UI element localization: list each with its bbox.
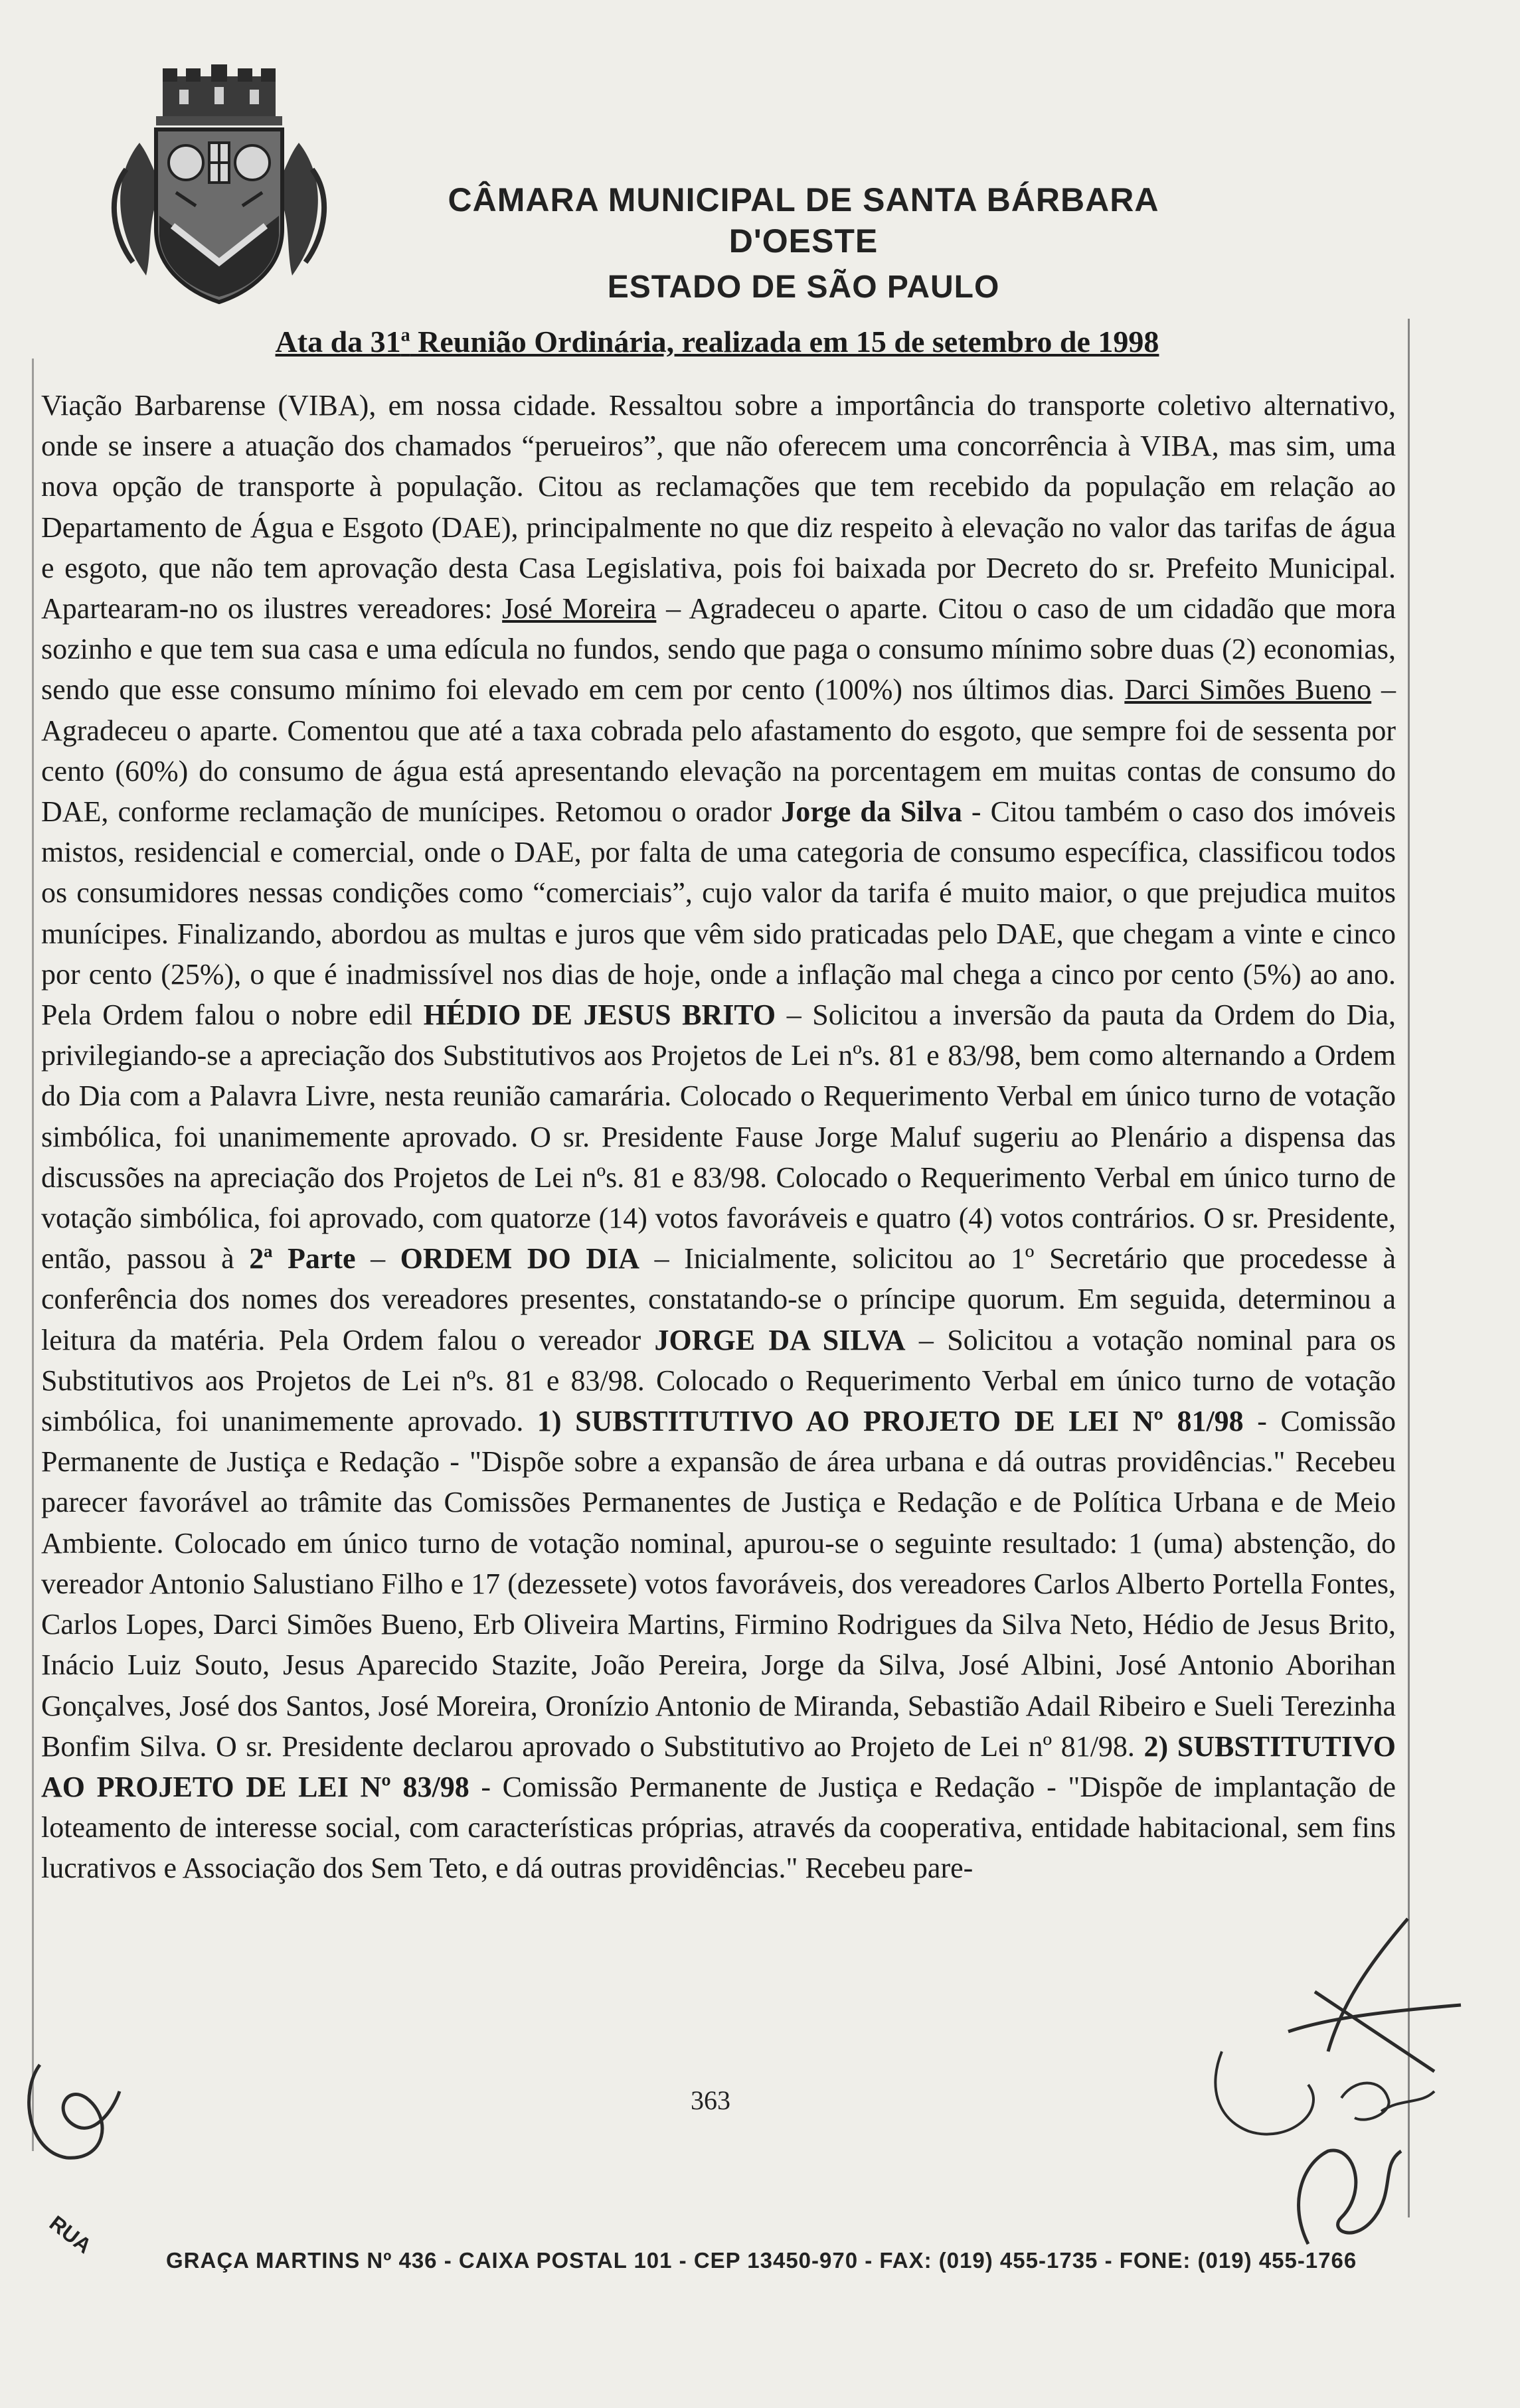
handwritten-signatures bbox=[1089, 1912, 1487, 2377]
minutes-title: Ata da 31$^a$ Reunião Ordinária, realizada em 15 de setembro de 1998 bbox=[275, 325, 1159, 359]
state-name: ESTADO DE SÃO PAULO bbox=[607, 270, 1000, 305]
agenda-item-2-title: 2) SUBSTITUTIVO AO PROJETO DE LEI Nº 83/98 bbox=[41, 1729, 1396, 1803]
municipal-coat-of-arms-icon bbox=[100, 63, 339, 315]
part-two-label: 2ª Parte bbox=[249, 1242, 356, 1275]
minutes-body-text bbox=[41, 385, 1396, 1889]
councilor-name-hedio: HÉDIO DE JESUS BRITO bbox=[423, 999, 776, 1032]
footer-street-label: RUA bbox=[44, 2211, 96, 2259]
footer-address: GRAÇA MARTINS Nº 436 - CAIXA POSTAL 101 - CEP 13450-970 - FAX: (019) 455-1735 - FONE: (019) 455-1766 bbox=[166, 2248, 1357, 2273]
councilor-name-darci-simoes-bueno: Darci Simões Bueno bbox=[1124, 673, 1372, 706]
councilor-name-jose-moreira: José Moreira bbox=[502, 592, 657, 625]
minutes-paragraph: Viação Barbarense (VIBA), em nossa cidade. Ressaltou sobre a importância do transporte coletivo alternativo, onde se insere a atuação dos chamados “perueiros”, que não oferecem uma concorrência à VIBA, mas sim, uma nova opção de transporte à população. Citou as reclamações que tem recebido da população em relação ao Departamento de Água e Esgoto (DAE), principalmente no que diz respeito à elevação no valor das tarifas de água e esgoto, que não tem aprovação desta Casa Legislativa, pois foi baixada por Decreto do sr. Prefeito Municipal. Apartearam-no os ilustres vereadores: José Moreira – Agradeceu o aparte. Citou o caso de um cidadão que mora sozinho e que tem sua casa e uma edícula no fundos, sendo que paga o consumo mínimo sobre duas (2) economias, sendo que esse consumo mínimo foi elevado em cem por cento (100%) nos últimos dias. Darci Simões Bueno – Agradeceu o aparte. Comentou que até a taxa cobrada pelo afastamento do esgoto, que sempre foi de sessenta por cento (60%) do consumo de água está apresentando elevação na porcentagem em muitas contas de consumo do DAE, conforme reclamação de munícipes. Retomou o orador Jorge da Silva - Citou também o caso dos imóveis mistos, residencial e comercial, onde o DAE, por falta de uma categoria de consumo específica, classificou todos os consumidores nessas condições como “comerciais”, cujo valor da tarifa é muito maior, o que prejudica muitos munícipes. Finalizando, abordou as multas e juros que vêm sido praticadas pelo DAE, que chegam a vinte e cinco por cento (25%), o que é inadmissível nos dias de hoje, onde a inflação mal chega a cinco por cento (5%) ao ano. Pela Ordem falou o nobre edil HÉDIO DE JESUS BRITO – Solicitou a inversão da pauta da Ordem do Dia, privilegiando-se a apreciação dos Substitutivos aos Projetos de Lei nºs. 81 e 83/98, bem como alternando a Ordem do Dia com a Palavra Livre, nesta reunião camarária. Colocado o Requerimento Verbal em único turno de votação simbólica, foi unanimemente aprovado. O sr. Presidente Fause Jorge Maluf sugeriu ao Plenário a dispensa das discussões na apreciação dos Projetos de Lei nºs. 81 e 83/98. Colocado o Requerimento Verbal em único turno de votação simbólica, foi aprovado, com quatorze (14) votos favoráveis e quatro (4) votos contrários. O sr. Presidente, então, passou à 2ª Parte – ORDEM DO DIA – Inicialmente, solicitou ao 1º Secretário que procedesse à conferência dos nomes dos vereadores presentes, constatando-se o príncipe quorum. Em seguida, determinou a leitura da matéria. Pela Ordem falou o vereador JORGE DA SILVA – Solicitou a votação nominal para os Substitutivos aos Projetos de Lei nºs. 81 e 83/98. Colocado o Requerimento Verbal em único turno de votação simbólica, foi unanimemente aprovado. 1) SUBSTITUTIVO AO PROJETO DE LEI Nº 81/98 - Comissão Permanente de Justiça e Redação - "Dispõe sobre a expansão de área urbana e dá outras providências." Recebeu parecer favorável ao trâmite das Comissões Permanentes de Justiça e Redação e de Política Urbana e de Meio Ambiente. Colocado em único turno de votação nominal, apurou-se o seguinte resultado: 1 (uma) abstenção, do vereador Antonio Salustiano Filho e 17 (dezessete) votos favoráveis, dos vereadores Carlos Alberto Portella Fontes, Carlos Lopes, Darci Simões Bueno, Erb Oliveira Martins, Firmino Rodrigues da Silva Neto, Hédio de Jesus Brito, Inácio Luiz Souto, Jesus Aparecido Stazite, João Pereira, Jorge da Silva, José Albini, José Antonio Aborihan Gonçalves, José dos Santos, José Moreira, Oronízio Antonio de Miranda, Sebastião Adail Ribeiro e Sueli Terezinha Bonfim Silva. O sr. Presidente declarou aprovado o Substitutivo ao Projeto de Lei nº 81/98. 2) SUBSTITUTIVO AO PROJETO DE LEI Nº 83/98 - Comissão Permanente de Justiça e Redação - "Dispõe de implantação de loteamento de interesse social, com características próprias, através da cooperativa, entidade habitacional, sem fins lucrativos e Associação dos Sem Teto, e dá outras providências." Recebeu pare- bbox=[41, 389, 1396, 1885]
councilor-name-jorge-da-silva: Jorge da Silva bbox=[781, 795, 962, 829]
left-margin-line bbox=[32, 359, 34, 2151]
chamber-header bbox=[372, 179, 1235, 308]
order-of-day-label: ORDEM DO DIA bbox=[400, 1242, 640, 1275]
page-number: 363 bbox=[691, 2085, 730, 2115]
agenda-item-1-title: 1) SUBSTITUTIVO AO PROJETO DE LEI Nº 81/98 bbox=[537, 1405, 1244, 1438]
handwritten-initial-left bbox=[13, 2025, 146, 2191]
chamber-name: CÂMARA MUNICIPAL DE SANTA BÁRBARA D'OESTE bbox=[448, 181, 1159, 260]
councilor-name-jorge-da-silva-caps: JORGE DA SILVA bbox=[654, 1323, 906, 1356]
